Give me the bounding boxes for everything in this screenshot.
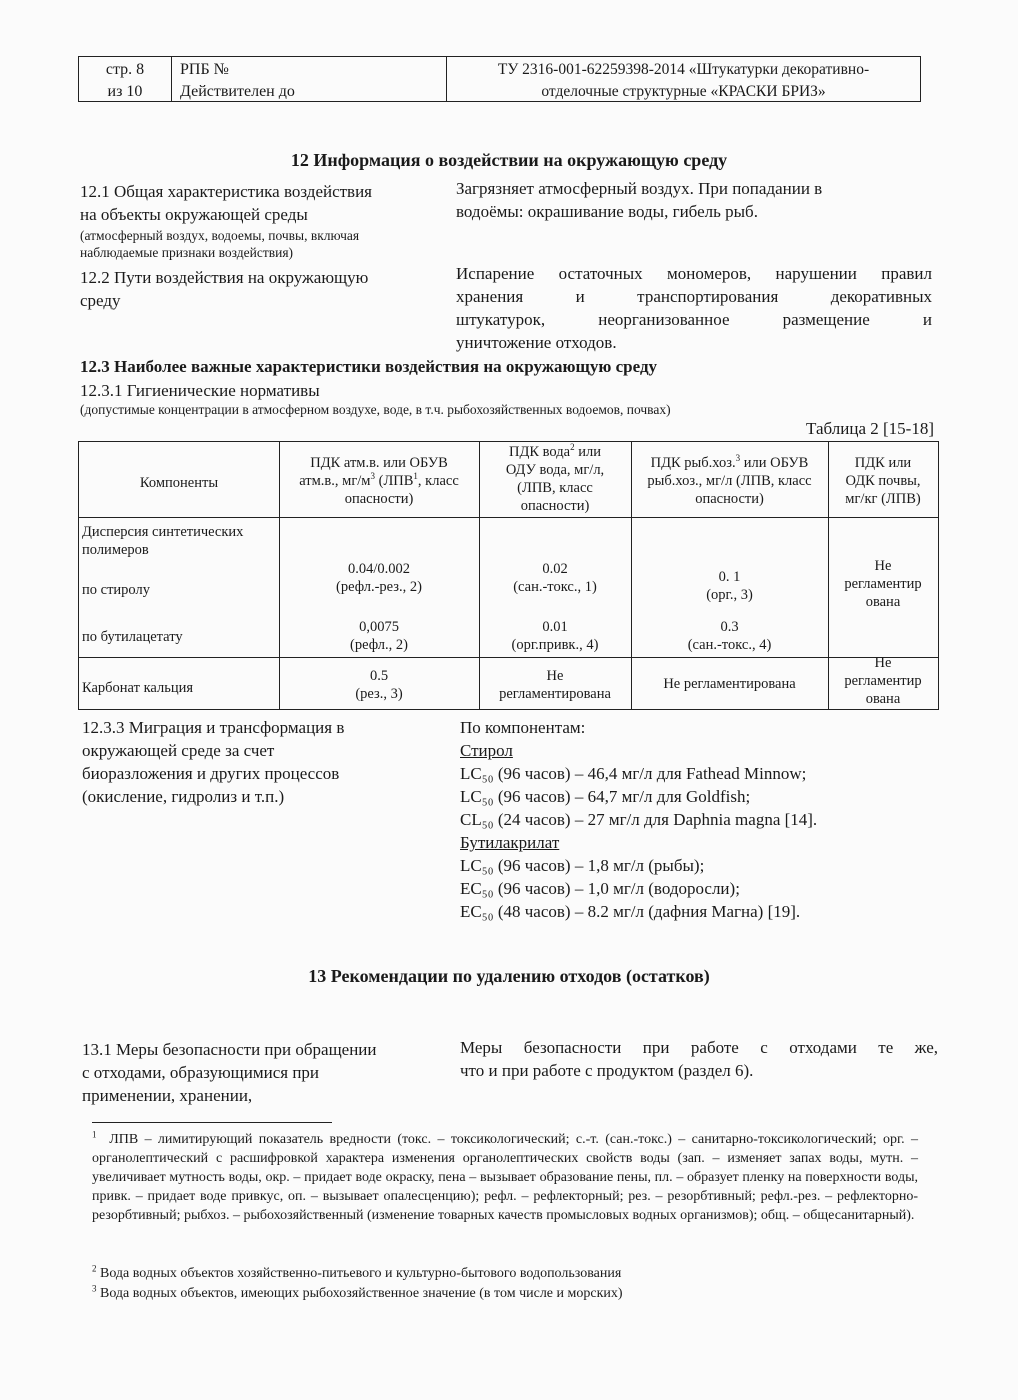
item-12-1-label-line: на объекты окружающей среды [80,205,308,224]
row1-butyl-water-line: 0.01 [542,619,568,635]
row1-butyl-water [479,618,631,654]
header-water-text: ПДК вода [509,444,571,460]
header-fish [631,454,828,508]
item-12-3-3-label-line: 12.3.3 Миграция и трансформация в [82,718,345,737]
item-12-3-3-value [460,716,940,923]
item-12-2-value-line: Испарение остаточных мономеров, нарушении правил [456,264,932,283]
row1-soil-line: регламентир [844,576,922,592]
footnote-mark: 3 [92,1283,97,1294]
butyl-line: EC₅₀ (48 часов) – 8.2 мг/л (дафния Магна) [19]. [460,902,801,921]
table-caption: Таблица 2 [15-18] [806,419,934,438]
tu-cell [447,57,920,101]
item-12-3-3-label [82,716,452,808]
row1-soil-line: ована [865,594,901,610]
footnote-text: Вода водных объектов хозяйственно-питьевого и культурно-бытового водопользования [100,1266,622,1281]
item-13-1-label [82,1038,442,1107]
item-12-1-label [80,180,440,226]
hygiene-norms-table [78,441,939,710]
row1-fish-line: 0. 1 [718,569,741,585]
row1-name [82,523,277,559]
rpb-valid-until: Действителен до [180,83,295,100]
row1-butyl-fish-line: 0.3 [720,619,739,635]
document-header-table [78,56,921,102]
page-total: из 10 [107,83,143,100]
page-number: стр. 8 [105,61,145,78]
row1-styrene-atm-line: 0.04/0.002 [347,561,411,577]
row2-soil-line: регламентир [844,673,922,689]
item-12-1-note-line: (атмосферный воздух, водоемы, почвы, включая [80,228,360,243]
row2-water-line: Не [546,668,564,684]
header-atm-text: атм.в., мг/м [299,473,371,489]
header-water-text: или [574,444,601,460]
item-13-1-label-line: с отходами, образующимися при [82,1063,320,1082]
item-12-2-label-line: 12.2 Пути воздействия на окружающую [80,268,369,287]
row2-name: Карбонат кальция [82,680,194,696]
header-atm-sup: 1 [413,471,418,482]
header-soil-line: ПДК или [854,455,912,471]
row2-atm [279,667,479,703]
footnote-separator [92,1122,332,1123]
header-atm-line: опасности) [344,491,414,507]
table-divider [79,517,938,518]
row1-soil-line: Не [874,558,892,574]
row2-soil [828,654,938,708]
components-intro: По компонентам: [460,718,586,737]
row2-atm-line: (рез., 3) [355,686,403,702]
item-12-1-note-line: наблюдаемые признаки воздействия) [80,245,294,260]
row2-water [479,667,631,703]
item-12-3-1-title: 12.3.1 Гигиенические нормативы [80,381,320,400]
tu-line-1: ТУ 2316-001-62259398-2014 «Штукатурки декоративно- [497,61,870,78]
row1-styrene-water-line: (сан.-токс., 1) [513,579,597,595]
footnote-mark: 2 [92,1263,97,1274]
row1-fish-line: (орг., 3) [706,587,753,603]
item-12-1-note [80,227,440,261]
footnote-text: Вода водных объектов, имеющих рыбохозяйственное значение (в том числе и морских) [100,1286,623,1301]
row1-soil [828,557,938,611]
footnote-text: ЛПВ – лимитирующий показатель вредности (токс. – токсикологический; с.-т. (сан.-токс.) – санитарно-токсикологический; орг. – органолептический с расшифровкой характера изменения органолептических свойств воды (зап. – изменяет запах воды, мутн. – увеличивает мутность воды, окр. – придает воде окраску, пена – вызывает образование пены, пл. – образует пленку на поверхности воды, привк. – придает воде привкус, оп. – вызывает опалесценцию); рефл. – рефлекторный; рез. – резорбтивный; рефл.-рез. – рефлекторно-резорбтивный; рыбхоз. – рыбохозяйственный (изменение товарных качеств промысловых водных организмов); общ. – общесанитарный). [92,1132,918,1223]
header-water-sup: 2 [570,442,575,453]
row1-butyl-atm [279,618,479,654]
header-water-line: ОДУ вода, мг/л, [505,462,605,478]
footnote-mark: 1 [92,1129,97,1140]
header-water [479,443,631,515]
section-13-title: 13 Рекомендации по удалению отходов (остатков) [308,966,710,986]
item-12-2-value-line: уничтожение отходов. [456,333,617,352]
item-13-1-value-line: что и при работе с продуктом (раздел 6). [460,1061,754,1080]
butyl-line: EC₅₀ (96 часов) – 1,0 мг/л (водоросли); [460,879,740,898]
row1-styrene-water-line: 0.02 [542,561,568,577]
item-12-3-1-note: (допустимые концентрации в атмосферном воздухе, воде, в т.ч. рыбохозяйственных водоемов, почвах) [80,402,671,417]
row2-water-line: регламентирована [499,686,611,702]
table-divider [79,657,938,658]
butyl-line: LC₅₀ (96 часов) – 1,8 мг/л (рыбы); [460,856,705,875]
item-13-1-value-line: Меры безопасности при работе с отходами те же, [460,1038,938,1057]
row1-butyl-atm-line: (рефл., 2) [350,637,408,653]
header-soil-line: ОДК почвы, [845,473,921,489]
butyl-heading: Бутилакрилат [460,833,560,852]
item-13-1-value [460,1036,938,1082]
row1-fish [631,568,828,604]
rpb-cell [172,57,447,101]
header-soil [828,454,938,508]
item-12-3-3-label-line: (окисление, гидролиз и т.п.) [82,787,285,806]
row1-name-line: полимеров [82,542,149,558]
header-atm-text: , класс [417,473,459,489]
item-13-1-label-line: 13.1 Меры безопасности при обращении [82,1040,377,1059]
row1-styrene-atm-line: (рефл.-рез., 2) [336,579,422,595]
row1-styrene-water [479,560,631,596]
section-12-title: 12 Информация о воздействии на окружающую среду [290,150,728,170]
item-12-3-3-label-line: биоразложения и других процессов [82,764,340,783]
item-12-3-3-label-line: окружающей среде за счет [82,741,275,760]
row1-butyl-fish-line: (сан.-токс., 4) [687,637,772,653]
footnote-3 [92,1284,918,1303]
header-fish-text: или ОБУВ [740,455,809,471]
header-fish-line: рыб.хоз., мг/л (ЛПВ, класс [647,473,812,489]
item-12-2-value-line: штукатурок, неорганизованное размещение и [456,310,932,329]
item-13-1-label-line: применении, хранении, [82,1086,253,1105]
item-12-1-value-line: водоёмы: окрашивание воды, гибель рыб. [456,202,758,221]
row1-butyl-fish [631,618,828,654]
item-12-2-value-line: хранения и транспортирования декоративных [456,287,932,306]
item-12-1-value [456,177,936,223]
styrene-line: CL₅₀ (24 часов) – 27 мг/л для Daphnia magna [14]. [460,810,818,829]
styrene-line: LC₅₀ (96 часов) – 64,7 мг/л для Goldfish; [460,787,751,806]
row2-soil-line: Не [874,655,892,671]
row1-butyl-water-line: (орг.привк., 4) [511,637,599,653]
item-12-2-value [456,262,932,354]
header-water-line: опасности) [520,498,590,514]
row2-atm-line: 0.5 [369,668,389,684]
row1-butyl-atm-line: 0,0075 [359,619,399,635]
header-fish-sup: 3 [735,453,741,464]
item-12-3-title: 12.3 Наиболее важные характеристики воздействия на окружающую среду [80,357,658,376]
row2-fish: Не регламентирована [663,676,796,692]
header-atm-sup: 3 [370,471,375,482]
styrene-line: LC₅₀ (96 часов) – 46,4 мг/л для Fathead Minnow; [460,764,807,783]
header-atm [279,454,479,508]
header-water-line: (ЛПВ, класс [517,480,593,496]
page-number-cell [79,57,172,101]
header-water-line [479,443,631,461]
row1-name-line: Дисперсия синтетических [82,524,244,540]
footnote-1 [92,1130,918,1225]
header-atm-text: (ЛПВ [374,473,414,489]
row1-butyl-label: по бутилацетату [82,629,183,645]
row1-styrene-label: по стиролу [82,582,150,598]
header-fish-line [631,454,828,472]
rpb-number: РПБ № [180,61,229,78]
header-atm-line: ПДК атм.в. или ОБУВ [310,455,448,471]
footnote-2 [92,1264,918,1283]
header-soil-line: мг/кг (ЛПВ) [845,491,921,507]
header-fish-text: ПДК рыб.хоз. [650,455,736,471]
header-atm-line [279,472,479,490]
styrene-heading: Стирол [460,741,513,760]
row2-soil-line: ована [865,691,901,707]
item-12-1-value-line: Загрязняет атмосферный воздух. При попадании в [456,179,823,198]
item-12-2-label-line: среду [80,291,121,310]
header-components: Компоненты [139,475,219,491]
row1-styrene-atm [279,560,479,596]
item-12-2-label [80,266,440,312]
item-12-1-label-line: 12.1 Общая характеристика воздействия [80,182,373,201]
tu-line-2: отделочные структурные «КРАСКИ БРИЗ» [541,83,826,100]
header-fish-line: опасности) [695,491,764,507]
